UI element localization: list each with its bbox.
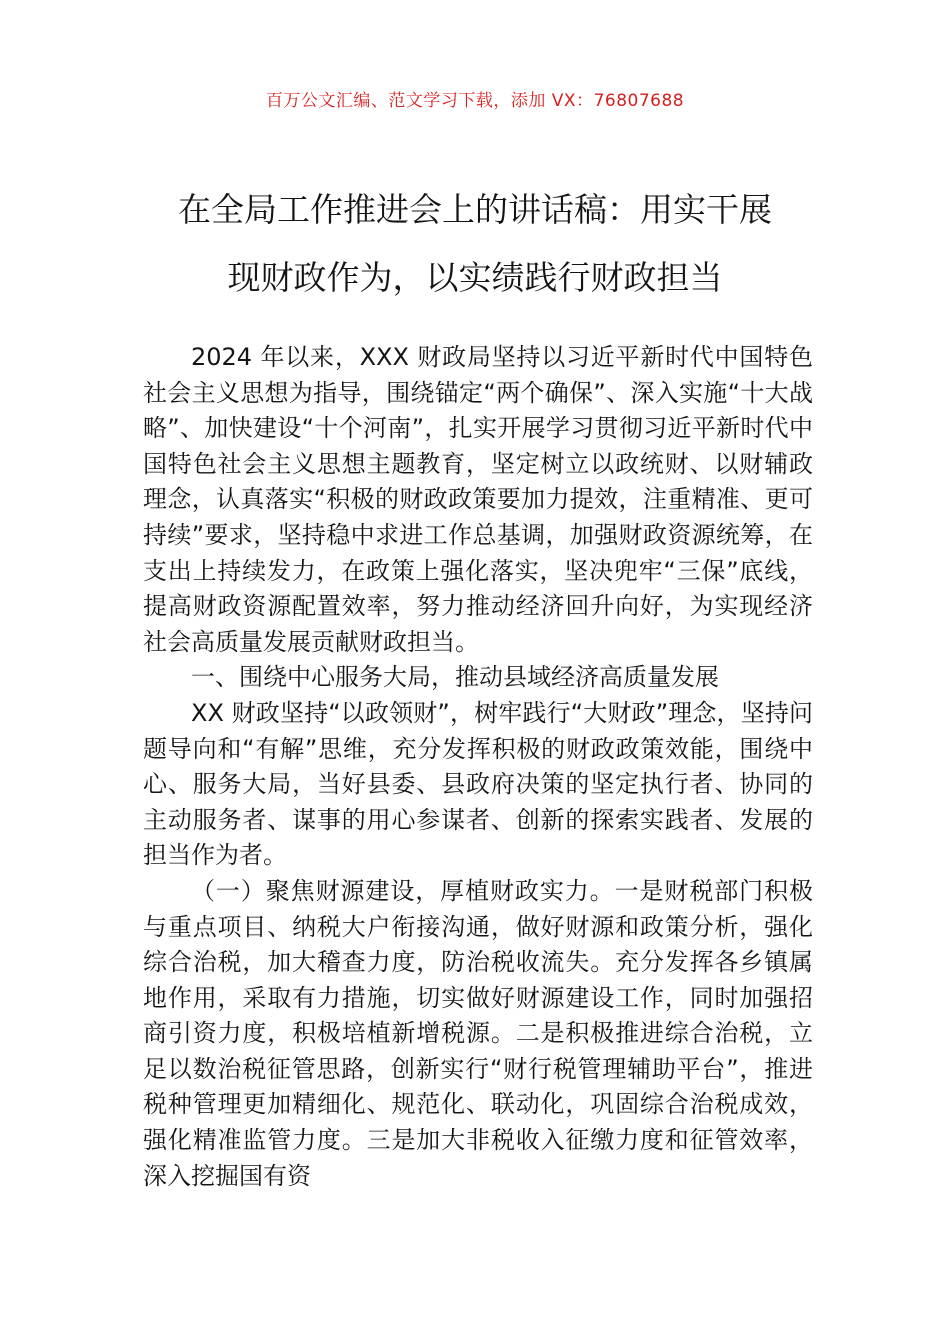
document-body [143, 340, 813, 1194]
title-line-1: 在全局工作推进会上的讲话稿：用实干展 [178, 190, 772, 229]
document-title [120, 176, 830, 312]
intro-paragraph: 2024 年以来，XXX 财政局坚持以习近平新时代中国特色社会主义思想为指导，围绕锚定“两个确保”、深入实施“十大战略”、加快建设“十个河南”，扎实开展学习贯彻习近平新时代中国特色社会主义思想主题教育，坚定树立以政统财、以财辅政理念，认真落实“积极的财政政策要加力提效，注重精准、更可持续”要求，坚持稳中求进工作总基调，加强财政资源统筹，在支出上持续发力，在政策上强化落实，坚决兜牢“三保”底线，提高财政资源配置效率，努力推动经济回升向好，为实现经济社会高质量发展贡献财政担当。 [143, 343, 813, 656]
subsection-1-paragraph: （一）聚焦财源建设，厚植财政实力。一是财税部门积极与重点项目、纳税大户衔接沟通，做好财源和政策分析，强化综合治税，加大稽查力度，防治税收流失。充分发挥各乡镇属地作用，采取有力措施，切实做好财源建设工作，同时加强招商引资力度，积极培植新增税源。二是积极推进综合治税，立足以数治税征管思路，创新实行“财行税管理辅助平台”，推进税种管理更加精细化、规范化、联动化，巩固综合治税成效，强化精准监管力度。三是加大非税收入征缴力度和征管效率，深入挖掘国有资 [143, 876, 813, 1190]
title-line-2: 现财政作为，以实绩践行财政担当 [227, 258, 723, 297]
section-heading-1: 一、围绕中心服务大局，推动县域经济高质量发展 [191, 663, 719, 692]
watermark-banner: 百万公文汇编、范文学习下载，添加 VX：76807688 [265, 91, 685, 111]
section-1-paragraph: XX 财政坚持“以政领财”，树牢践行“大财政”理念，坚持问题导向和“有解”思维，充分发挥积极的财政政策效能，围绕中心、服务大局，当好县委、县政府决策的坚定执行者、协同的主动服务者、谋事的用心参谋者、创新的探索实践者、发展的担当作为者。 [143, 698, 813, 870]
